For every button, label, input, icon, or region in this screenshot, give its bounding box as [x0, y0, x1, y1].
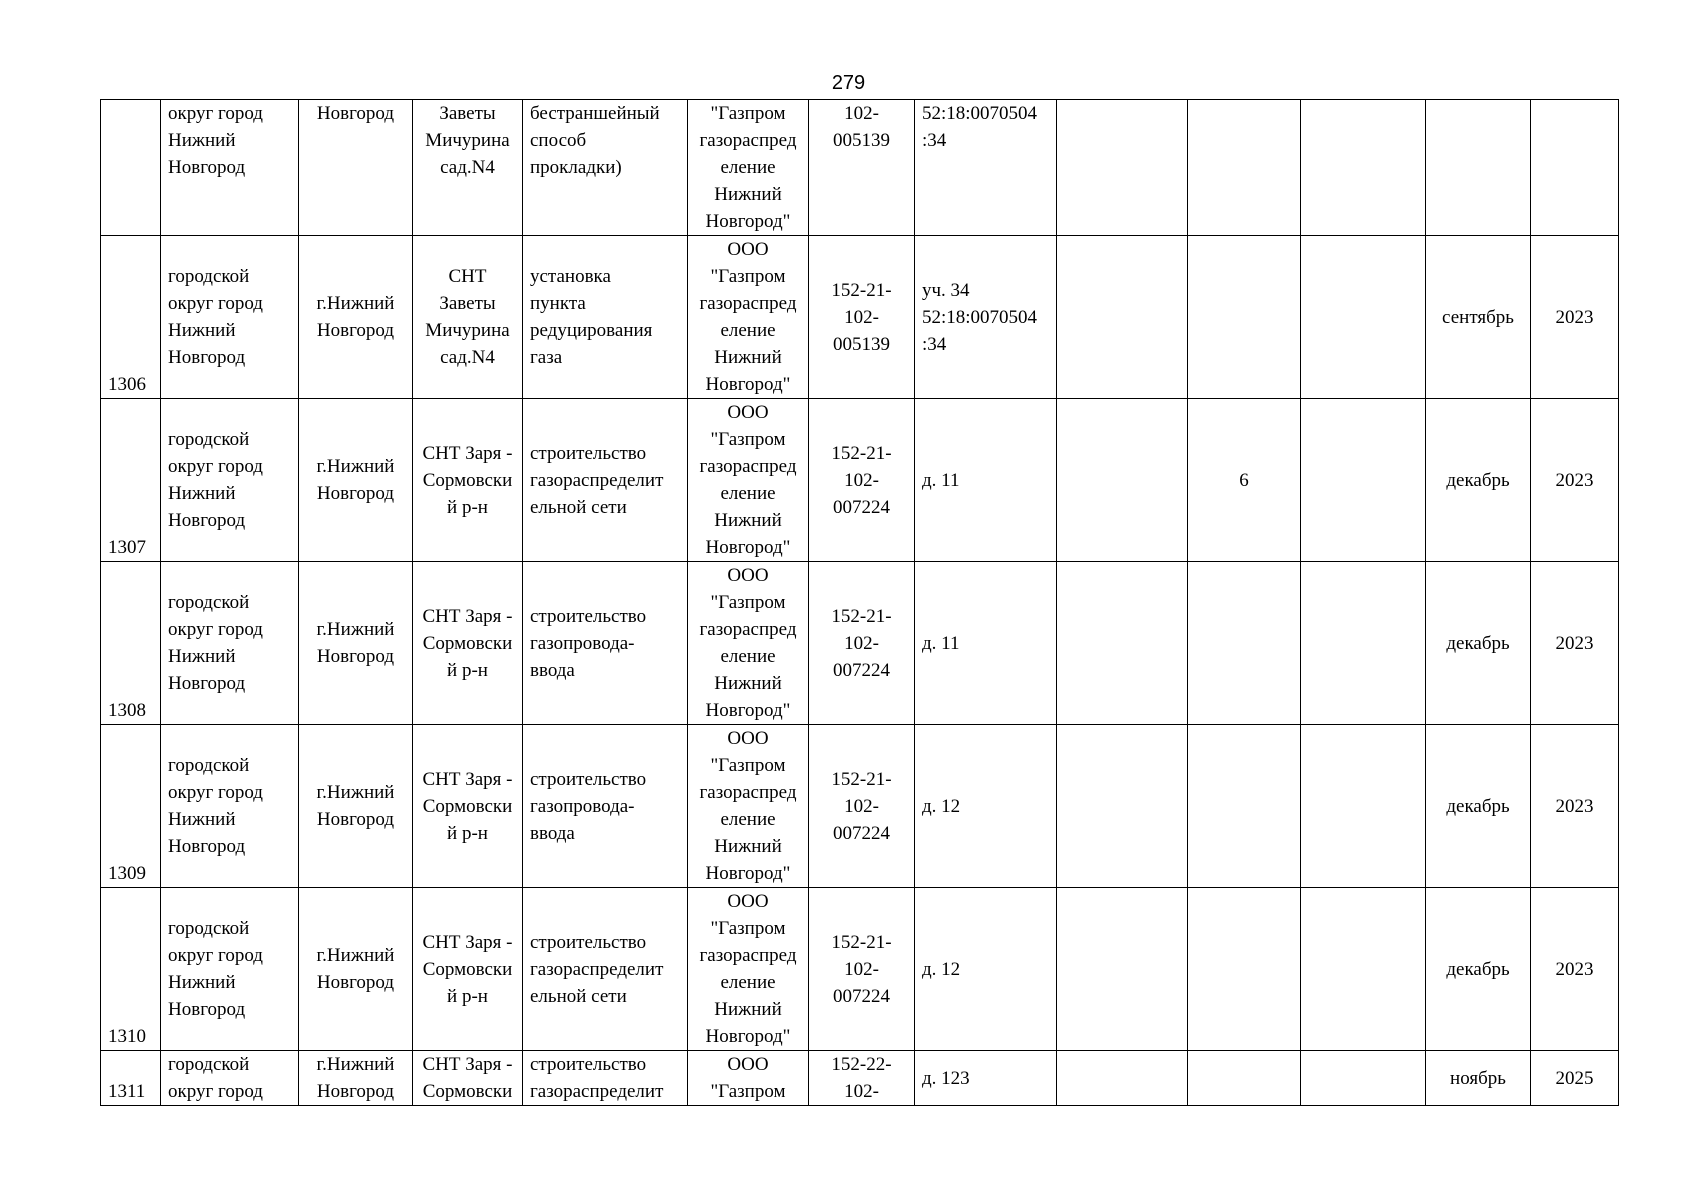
location-cell: СНТ Заря - Сормовски й р-н — [413, 888, 523, 1051]
table-row — [101, 399, 1619, 562]
col11-cell — [1301, 888, 1426, 1051]
address-cell: д. 12 — [915, 888, 1057, 1051]
city-cell: Новгород — [299, 100, 413, 236]
address-cell: д. 12 — [915, 725, 1057, 888]
code-cell: 152-21- 102- 007224 — [809, 888, 915, 1051]
register-table — [100, 99, 1619, 1106]
location-cell: СНТ Заря - Сормовски й р-н — [413, 725, 523, 888]
org-cell: ООО "Газпром газораспред еление Нижний Новгород" — [688, 399, 809, 562]
address-cell: д. 11 — [915, 562, 1057, 725]
code-cell: 102- 005139 — [809, 100, 915, 236]
col9-cell — [1057, 1051, 1188, 1106]
location-cell: СНТ Заветы Мичурина сад.N4 — [413, 236, 523, 399]
col10-cell — [1188, 1051, 1301, 1106]
city-cell: г.Нижний Новгород — [299, 236, 413, 399]
month-cell: декабрь — [1426, 888, 1531, 1051]
col9-cell — [1057, 888, 1188, 1051]
year-cell — [1531, 100, 1619, 236]
district-cell: округ город Нижний Новгород — [161, 100, 299, 236]
location-cell: СНТ Заря - Сормовски й р-н — [413, 399, 523, 562]
row-number: 1308 — [101, 562, 161, 725]
table-row — [101, 725, 1619, 888]
year-cell: 2023 — [1531, 888, 1619, 1051]
org-cell: ООО "Газпром газораспред еление Нижний Новгород" — [688, 562, 809, 725]
district-cell: городской округ город Нижний Новгород — [161, 236, 299, 399]
location-cell: СНТ Заря - Сормовски — [413, 1051, 523, 1106]
code-cell: 152-21- 102- 005139 — [809, 236, 915, 399]
year-cell: 2023 — [1531, 399, 1619, 562]
district-cell: городской округ город Нижний Новгород — [161, 888, 299, 1051]
city-cell: г.Нижний Новгород — [299, 888, 413, 1051]
table-row — [101, 100, 1619, 236]
year-cell: 2025 — [1531, 1051, 1619, 1106]
row-number — [101, 100, 161, 236]
col9-cell — [1057, 236, 1188, 399]
col10-cell — [1188, 236, 1301, 399]
city-cell: г.Нижний Новгород — [299, 562, 413, 725]
col10-cell: 6 — [1188, 399, 1301, 562]
month-cell: ноябрь — [1426, 1051, 1531, 1106]
work-cell: бестраншейный способ прокладки) — [523, 100, 688, 236]
col10-cell — [1188, 888, 1301, 1051]
address-cell: 52:18:0070504 :34 — [915, 100, 1057, 236]
table-row — [101, 888, 1619, 1051]
row-number: 1309 — [101, 725, 161, 888]
work-cell: установка пункта редуцирования газа — [523, 236, 688, 399]
month-cell — [1426, 100, 1531, 236]
col11-cell — [1301, 399, 1426, 562]
code-cell: 152-21- 102- 007224 — [809, 725, 915, 888]
month-cell: декабрь — [1426, 562, 1531, 725]
address-cell: д. 123 — [915, 1051, 1057, 1106]
code-cell: 152-22- 102- — [809, 1051, 915, 1106]
month-cell: декабрь — [1426, 725, 1531, 888]
row-number: 1307 — [101, 399, 161, 562]
col10-cell — [1188, 725, 1301, 888]
work-cell: строительство газопровода- ввода — [523, 562, 688, 725]
col11-cell — [1301, 725, 1426, 888]
location-cell: СНТ Заря - Сормовски й р-н — [413, 562, 523, 725]
city-cell: г.Нижний Новгород — [299, 399, 413, 562]
year-cell: 2023 — [1531, 562, 1619, 725]
row-number: 1311 — [101, 1051, 161, 1106]
col9-cell — [1057, 725, 1188, 888]
col9-cell — [1057, 399, 1188, 562]
address-cell: д. 11 — [915, 399, 1057, 562]
col9-cell — [1057, 562, 1188, 725]
district-cell: городской округ город — [161, 1051, 299, 1106]
city-cell: г.Нижний Новгород — [299, 725, 413, 888]
col10-cell — [1188, 562, 1301, 725]
year-cell: 2023 — [1531, 236, 1619, 399]
table-row — [101, 1051, 1619, 1106]
work-cell: строительство газопровода- ввода — [523, 725, 688, 888]
work-cell: строительство газораспределит ельной сети — [523, 399, 688, 562]
org-cell: "Газпром газораспред еление Нижний Новгород" — [688, 100, 809, 236]
org-cell: ООО "Газпром газораспред еление Нижний Новгород" — [688, 725, 809, 888]
row-number: 1310 — [101, 888, 161, 1051]
col11-cell — [1301, 1051, 1426, 1106]
table-row — [101, 236, 1619, 399]
month-cell: декабрь — [1426, 399, 1531, 562]
col10-cell — [1188, 100, 1301, 236]
row-number: 1306 — [101, 236, 161, 399]
work-cell: строительство газораспределит — [523, 1051, 688, 1106]
work-cell: строительство газораспределит ельной сети — [523, 888, 688, 1051]
city-cell: г.Нижний Новгород — [299, 1051, 413, 1106]
location-cell: Заветы Мичурина сад.N4 — [413, 100, 523, 236]
code-cell: 152-21- 102- 007224 — [809, 562, 915, 725]
col11-cell — [1301, 100, 1426, 236]
address-cell: уч. 34 52:18:0070504 :34 — [915, 236, 1057, 399]
org-cell: ООО "Газпром газораспред еление Нижний Новгород" — [688, 888, 809, 1051]
district-cell: городской округ город Нижний Новгород — [161, 725, 299, 888]
code-cell: 152-21- 102- 007224 — [809, 399, 915, 562]
org-cell: ООО "Газпром — [688, 1051, 809, 1106]
org-cell: ООО "Газпром газораспред еление Нижний Новгород" — [688, 236, 809, 399]
table-row — [101, 562, 1619, 725]
year-cell: 2023 — [1531, 725, 1619, 888]
col9-cell — [1057, 100, 1188, 236]
col11-cell — [1301, 562, 1426, 725]
month-cell: сентябрь — [1426, 236, 1531, 399]
col11-cell — [1301, 236, 1426, 399]
page-number: 279 — [831, 72, 866, 94]
district-cell: городской округ город Нижний Новгород — [161, 562, 299, 725]
district-cell: городской округ город Нижний Новгород — [161, 399, 299, 562]
